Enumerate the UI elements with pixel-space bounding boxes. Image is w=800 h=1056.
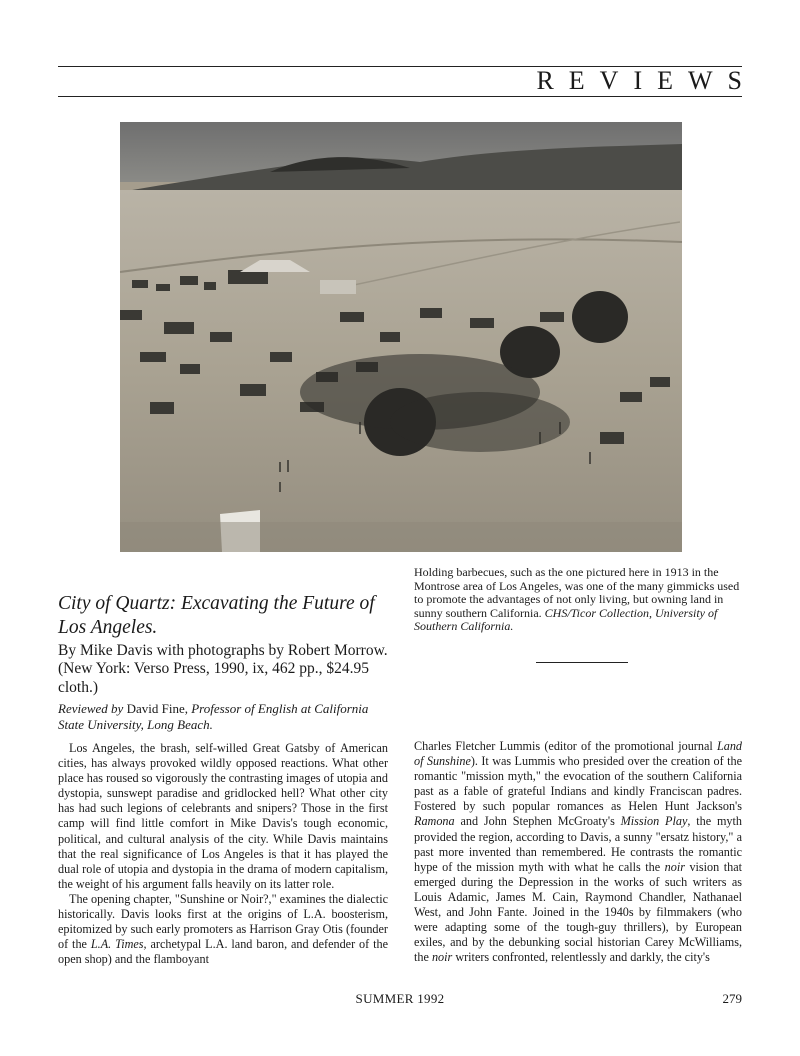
text-run: The opening chapter, "Sunshine or Noir?," examines the dialectic historically. Davis looks first at the origins of L.A. boosterism, epitomized by such early promoters as Harrison Gray Otis (founder of the: [58, 891, 388, 952]
page-number: 279: [722, 991, 742, 1006]
italic-run: L.A. Times,: [90, 937, 147, 952]
text-run: writers confronted, relentlessly and darkly, the city's: [455, 950, 710, 965]
body-column-left: [58, 741, 388, 967]
text-run: vision that emerged during the Depression in the works of such writers as Louis Adamic, James M. Cain, Raymond Chandler, Nathanael West, and John Fante. Joined in the 1940s by filmmakers (who were adapting some of the tough-guy thrillers), by European exiles, and by the debunking social historian Carey McWilliams, the: [414, 859, 743, 965]
header-rule-bottom: [58, 96, 742, 97]
reviewer-affiliation: Professor of English at California State University, Long Beach.: [58, 701, 369, 733]
body-paragraph: Los Angeles, the brash, self-willed Great Gatsby of American cities, has always provoked wildly opposed reactions. What other place has roused so vigorously the contrasting images of utopia and dystopia, sunswept paradise and gridlocked hell? What other city has had such legions of celebrants and snipers? Those in the first camp will find little comfort in Mike Davis's tough economic, political, and cultural analysis of the city. While Davis maintains that the real significance of Los Angeles is that it has played the dual role of utopia and dystopia in the drama of modern capitalism, the weight of his argument falls heavily on its latter role.: [58, 741, 388, 891]
photo-caption: [414, 566, 742, 634]
reviewer-line: [58, 701, 388, 734]
body-column-right: [414, 739, 742, 965]
caption-credit: CHS/Ticor Collection, University of Southern California.: [414, 605, 718, 634]
book-info: By Mike Davis with photographs by Robert Morrow. (New York: Verso Press, 1990, ix, 462 pp., $24.95 cloth.): [58, 642, 388, 696]
caption-divider: [536, 662, 628, 663]
italic-run: noir: [431, 950, 453, 965]
body-paragraph: [414, 739, 742, 965]
italic-run: noir: [664, 859, 685, 874]
book-title: City of Quartz: Excavating the Future of Los Angeles.: [58, 593, 375, 638]
historic-photograph: [120, 122, 682, 552]
italic-run: Ramona: [414, 814, 455, 829]
body-paragraph: [58, 892, 388, 967]
italic-run: Land of Sunshine: [414, 739, 743, 769]
reviewed-by-label: Reviewed by: [58, 701, 124, 716]
text-run: Charles Fletcher Lummis (editor of the promotional journal: [414, 739, 713, 753]
caption-text: Holding barbecues, such as the one pictured here in 1913 in the Montrose area of Los Angeles, was one of the many gimmicks used to promote the advantages of not only living, but owning land in sunny southern California.: [414, 565, 740, 620]
reviewer-name: David Fine,: [126, 701, 188, 716]
footer-issue: SUMMER 1992: [355, 991, 445, 1006]
photograph-icon: [120, 122, 682, 552]
italic-run: Mission Play: [620, 814, 688, 829]
text-run: ). It was Lummis who presided over the creation of the romantic "mission myth," the evocation of the southern California past as a fable of grateful Indians and kindly Franciscan padres. Fostered by such popular romances as Helen Hunt Jackson's: [414, 754, 742, 814]
text-run: archetypal L.A. land baron, and defender of the open shop) and the flamboyant: [58, 937, 389, 967]
section-title: REVIEWS: [536, 66, 757, 95]
text-run: , the myth provided the region, according to Davis, a sunny "ersatz history," a past more invented than remembered. He contrasts the romantic hype of the mission myth with what he calls the: [414, 814, 743, 874]
text-run: and John Stephen McGroaty's: [460, 814, 615, 829]
